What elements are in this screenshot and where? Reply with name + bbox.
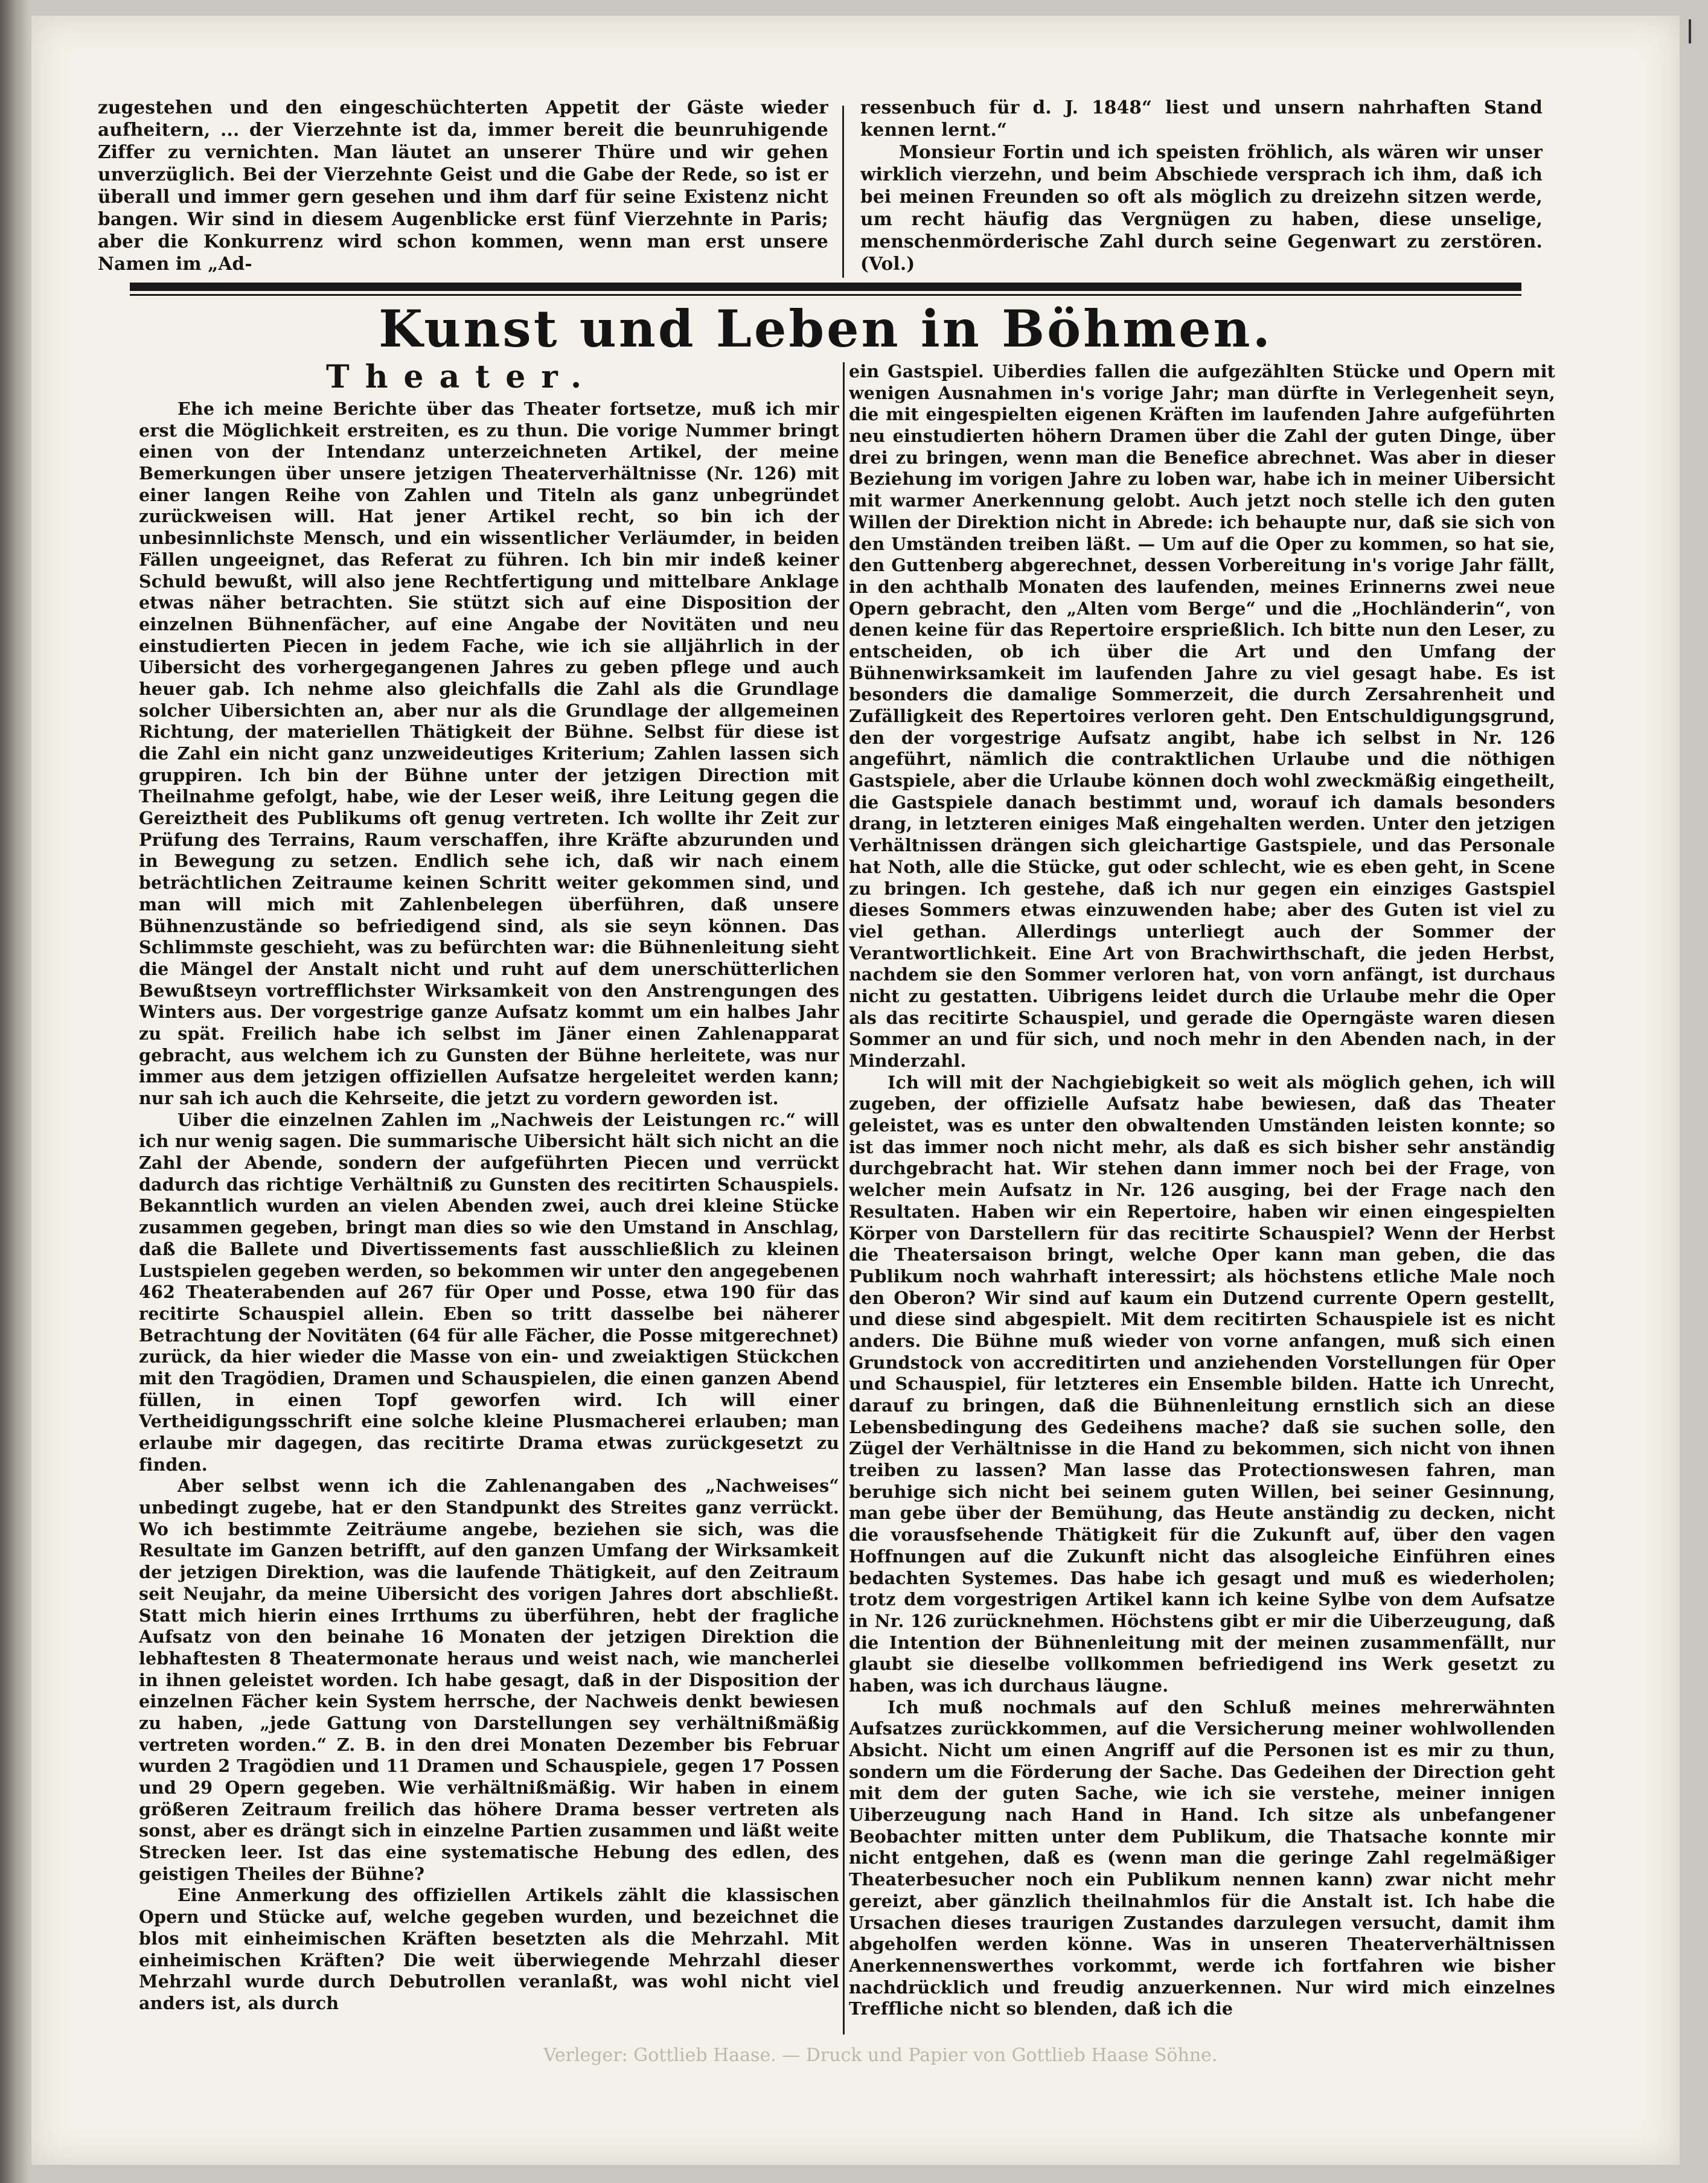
paragraph: Uiber die einzelnen Zahlen im „Nachweis der Leistungen rc.“ will ich nur wenig sagen. Die summarische Uibersicht hält sich nicht an die Zahl der Abende, sondern der aufgeführten Piecen und verrückt dadurch das richtige Verhältniß zu Gunsten des recitirten Schauspiels. Bekanntlich wurden an vielen Abenden zwei, auch drei kleine Stücke zusammen gegeben, bringt man dies so wie den Umstand in Anschlag, daß die Ballete und Divertissements fast ausschließlich zu kleinen Lustspielen gegeben werden, so bekommen wir unter den angegebenen 462 Theaterabenden auf 267 für Oper und Posse, etwa 190 für das recitirte Schauspiel allein. Eben so tritt dasselbe bei näherer Betrachtung der Novitäten (64 für alle Fächer, die Posse mitgerechnet) zurück, da hier wieder die Masse von ein- und zweiaktigen Stückchen mit den Tragödien, Dramen und Schauspielen, die einen ganzen Abend füllen, in einen Topf geworfen wird. Ich will einer Vertheidigungsschrift eine solche kleine Plusmacherei erlauben; man erlaube mir dagegen, das recitirte Drama etwas zurückgesetzt zu finden. (139, 1109, 839, 1475)
right-column (849, 361, 1555, 2028)
paragraph: Ehe ich meine Berichte über das Theater fortsetze, muß ich mir erst die Möglichkeit erstreiten, es zu thun. Die vorige Nummer bringt einen von der Intendanz unterzeichneten Artikel, der meine Bemerkungen über unsere jetzigen Theaterverhältnisse (Nr. 126) mit einer langen Reihe von Zahlen und Titeln als ganz unbegründet zurückweisen will. Hat jener Artikel recht, so bin ich der unbesinnlichste Mensch, und ein wissentlicher Verläumder, in beiden Fällen ungeeignet, das Referat zu führen. Ich bin mir indeß keiner Schuld bewußt, will also jene Rechtfertigung und mittelbare Anklage etwas näher betrachten. Sie stützt sich auf eine Disposition der einzelnen Bühnenfächer, auf eine Angabe der Novitäten und neu einstudierten Piecen in jedem Fache, wie ich sie alljährlich in der Uibersicht des vorhergegangenen Jahres zu geben pflege und auch heuer gab. Ich nehme also gleichfalls die Zahl als die Grundlage solcher Uibersichten an, aber nur als die Grundlage der allgemeinen Richtung, der materiellen Thätigkeit der Bühne. Selbst für diese ist die Zahl ein nicht ganz unzweideutiges Kriterium; Zahlen lassen sich gruppiren. Ich bin der Bühne unter der jetzigen Direction mit Theilnahme gefolgt, habe, wie der Leser weiß, ihre Leitung gegen die Gereiztheit des Publikums oft genug vertreten. Ich wollte ihr Zeit zur Prüfung des Terrains, Raum verschaffen, ihre Kräfte abzurunden und in Bewegung zu setzen. Endlich sehe ich, daß wir nach einem beträchtlichen Zeitraume keinen Schritt weiter gekommen sind, und man will mich mit Zahlenbelegen überführen, daß unsere Bühnenzustände so befriedigend sind, als sie seyn können. Das Schlimmste geschieht, was zu befürchten war: die Bühnenleitung sieht die Mängel der Anstalt nicht und ruht auf dem unerschütterlichen Bewußtseyn vortrefflichster Wirksamkeit von den Anstrengungen des Winters aus. Der vorgestrige ganze Aufsatz kommt um ein halbes Jahr zu spät. Freilich habe ich selbst im Jäner einen Zahlenapparat gebracht, aus welchem ich zu Gunsten der Bühne herleitete, was nur immer aus dem jetzigen offiziellen Aufsatze hergeleitet werden kann; nur sah ich auch die Kehrseite, die jetzt zu vordern geworden ist. (139, 398, 839, 1108)
paragraph: ein Gastspiel. Uiberdies fallen die aufgezählten Stücke und Opern mit wenigen Ausnahmen in's vorige Jahr; man dürfte in Verlegenheit seyn, die mit eingespielten eigenen Kräften im laufenden Jahre aufgeführten neu einstudierten höhern Dramen über die Zahl der guten Dinge, über drei zu bringen, wenn man die Benefice abrechnet. Was aber in dieser Beziehung im vorigen Jahre zu loben war, habe ich in meiner Uibersicht mit warmer Anerkennung gelobt. Auch jetzt noch stelle ich den guten Willen der Direktion nicht in Abrede: ich behaupte nur, daß sie sich von den Umständen treiben läßt. — Um auf die Oper zu kommen, so hat sie, den Guttenberg abgerechnet, dessen Vorbereitung in's vorige Jahr fällt, in den achthalb Monaten des laufenden, meines Erinnerns zwei neue Opern gebracht, den „Alten vom Berge“ und die „Hochländerin“, von denen keine für das Repertoire ersprießlich. Ich bitte nun den Leser, zu entscheiden, ob ich über die Art und den Umfang der Bühnenwirksamkeit im laufenden Jahre zu viel gesagt habe. Es ist besonders die damalige Sommerzeit, die durch Zersahrenheit und Zufälligkeit des Repertoires verloren geht. Den Entschuldigungsgrund, den der vorgestrige Aufsatz angibt, habe ich selbst in Nr. 126 angeführt, nämlich die contraktlichen Urlaube und die nöthigen Gastspiele, aber die Urlaube können doch wohl zweckmäßig eingetheilt, die Gastspiele danach bestimmt und, worauf ich damals besonders drang, in letzteren einiges Maß eingehalten werden. Unter den jetzigen Verhältnissen drängen sich gleichartige Gastspiele, und das Personale hat Noth, alle die Stücke, gut oder schlecht, wie es eben geht, in Scene zu bringen. Ich gestehe, daß ich nur gegen ein einziges Gastspiel dieses Sommers etwas einzuwenden habe; aber des Guten ist viel zu viel gethan. Allerdings unterliegt auch der Sommer der Verantwortlichkeit. Eine Art von Brachwirthschaft, die jeden Herbst, nachdem sie den Sommer verloren hat, von vorn anfängt, ist durchaus nicht zu gestatten. Uibrigens leidet durch die Urlaube mehr die Oper als das recitirte Schauspiel, und gerade die Operngäste waren diesen Sommer an und für sich, und noch mehr in den Abenden nach, in der Minderzahl. (849, 361, 1555, 1071)
column-divider-top (842, 106, 844, 278)
section-rule-thick (130, 283, 1521, 291)
imprint-footer: Verleger: Gottlieb Haase. — Druck und Papier von Gottlieb Haase Söhne. (543, 2045, 1218, 2066)
paragraph: ressenbuch für d. J. 1848“ liest und unsern nahrhaften Stand kennen lernt.“ (860, 97, 1543, 140)
top-right-column (860, 97, 1543, 278)
paragraph: Aber selbst wenn ich die Zahlenangaben des „Nachweises“ unbedingt zugebe, hat er den Standpunkt des Streites ganz verrückt. Wo ich bestimmte Zeiträume angebe, beziehen sie sich, was die Resultate im Ganzen betrifft, auf den ganzen Umfang der Wirksamkeit der jetzigen Direktion, was die laufende Thätigkeit, auf den Zeitraum seit Neujahr, da meine Uibersicht des vorigen Jahres dort abschließt. Statt mich hierin eines Irrthums zu überführen, hebt der fragliche Aufsatz von den beinahe 16 Monaten der jetzigen Direktion die lebhaftesten 8 Theatermonate heraus und weist nach, wie mancherlei in ihnen geleistet worden. Ich habe gesagt, daß in der Disposition der einzelnen Fächer kein System herrsche, der Nachweis denkt bewiesen zu haben, „jede Gattung von Darstellungen sey verhältnißmäßig vertreten worden.“ Z. B. in den drei Monaten Dezember bis Februar wurden 2 Tragödien und 11 Dramen und Schauspiele, gegen 17 Possen und 29 Opern gegeben. Wie verhältnißmäßig. Wir haben in einem größeren Zeitraum freilich das höhere Drama besser vertreten als sonst, aber es drängt sich in einzelne Partien zusammen und läßt weite Strecken leer. Ist das eine systematische Hebung des edlen, des geistigen Theiles der Bühne? (139, 1475, 839, 1884)
left-column (139, 398, 839, 2028)
book-binding-edge (0, 0, 29, 2183)
paragraph: Ich muß nochmals auf den Schluß meines mehrerwähnten Aufsatzes zurückkommen, auf die Versicherung meiner wohlwollenden Absicht. Nicht um einen Angriff auf die Personen ist es mir zu thun, sondern um die Förderung der Sache. Das Gedeihen der Direction geht mit dem der guten Sache, wie ich sie verstehe, meiner innigen Uiberzeugung nach Hand in Hand. Ich sitze als unbefangener Beobachter mitten unter dem Publikum, die Thatsache konnte mir nicht entgehen, daß es (wenn man die geringe Zahl regelmäßiger Theaterbesucher noch ein Publikum nennen kann) zwar nicht mehr gereizt, aber gänzlich theilnahmlos für die Anstalt ist. Ich habe die Ursachen dieses traurigen Zustandes darzulegen versucht, damit ihm abgeholfen werden könne. Was in unseren Theaterverhältnissen Anerkennenswerthes vorkommt, werde ich fortfahren wie bisher nachdrücklich und freudig anzuerkennen. Nur wird mich einzelnes Treffliche nicht so blenden, daß ich die (849, 1696, 1555, 2019)
column-divider (843, 362, 845, 2034)
paragraph: zugestehen und den eingeschüchterten Appetit der Gäste wieder aufheitern, ... der Vierzehnte ist da, immer bereit die beunruhigende Ziffer zu vernichten. Man läutet an unserer Thüre und wir gehen unverzüglich. Bei der Vierzehnte Geist und die Gabe der Rede, so ist er überall und immer gern gesehen und ihm darf für seine Existenz nicht bangen. Wir sind in diesem Augenblicke erst fünf Vierzehnte in Paris; aber die Konkurrenz wird schon kommen, wenn man erst unsere Namen im „Ad- (98, 97, 828, 274)
section-subhead: Theater. (326, 359, 598, 395)
section-headline: Kunst und Leben in Böhmen. (379, 299, 1273, 359)
paragraph: Eine Anmerkung des offiziellen Artikels zählt die klassischen Opern und Stücke auf, welche gegeben wurden, und bezeichnet die blos mit einheimischen Kräften besetzten als die Mehrzahl. Mit einheimischen Kräften? Die weit überwiegende Mehrzahl dieser Mehrzahl wurde durch Debutrollen veranlaßt, was wohl nicht viel anders ist, als durch (139, 1885, 839, 2013)
paragraph: Ich will mit der Nachgiebigkeit so weit als möglich gehen, ich will zugeben, der offizielle Aufsatz habe bewiesen, daß das Theater geleistet, was es unter den obwaltenden Umständen leisten konnte; so ist das immer noch nicht mehr, als daß es sich bisher sehr anständig durchgebracht hat. Wir stehen dann immer noch bei der Frage, von welcher mein Aufsatz in Nr. 126 ausging, bei der Frage nach den Resultaten. Haben wir ein Repertoire, haben wir einen eingespielten Körper von Darstellern für das recitirte Schauspiel? Wenn der Herbst die Theatersaison bringt, welche Oper kann man geben, die das Publikum noch wahrhaft interessirt; als höchstens etliche Male noch den Oberon? Wir sind auf kaum ein Dutzend currente Opern gestellt, und diese sind abgespielt. Mit dem recitirten Schauspiele ist es nicht anders. Die Bühne muß wieder von vorne anfangen, muß sich einen Grundstock von accreditirten und anziehenden Vorstellungen für Oper und Schauspiel, für letzteres ein Ensemble bilden. Hatte ich Unrecht, darauf zu bringen, daß die Bühnenleitung ernstlich sich an diese Lebensbedingung des Gedeihens mache? daß sie suchen solle, den Zügel der Verhältnisse in die Hand zu bekommen, sich nicht von ihnen treiben zu lassen? Man lasse das Protectionswesen fahren, man beruhige sich nicht bei seinem guten Willen, bei seiner Gesinnung, man gebe über der Bemühung, das Heute anständig zu decken, nicht die vorausfsehende Thätigkeit für die Zukunft auf, über den vagen Hoffnungen auf die Zukunft nicht das alsogleiche Einführen eines bedachten Systemes. Das habe ich gesagt und muß es wiederholen; trotz dem vorgestrigen Artikel kann ich keine Sylbe von dem Aufsatze in Nr. 126 zurücknehmen. Höchstens gibt er mir die Uiberzeugung, daß die Intention der Bühnenleitung mit der meinen zusammenfällt, nur glaubt sie dieselbe vollkommen befriedigend ins Werk gesetzt zu haben, was ich durchaus läugne. (849, 1072, 1555, 1696)
top-left-column (98, 97, 828, 278)
corner-mark (1689, 19, 1691, 43)
paragraph: Monsieur Fortin und ich speisten fröhlich, als wären wir unser wirklich vierzehn, und beim Abschiede versprach ich ihm, daß ich bei meinen Freunden so oft als möglich zu dreizehn sitzen werde, um recht häufig das Vergnügen zu haben, diese unselige, menschenmörderische Zahl durch seine Gegenwart zu zerstören. (Vol.) (860, 141, 1543, 274)
